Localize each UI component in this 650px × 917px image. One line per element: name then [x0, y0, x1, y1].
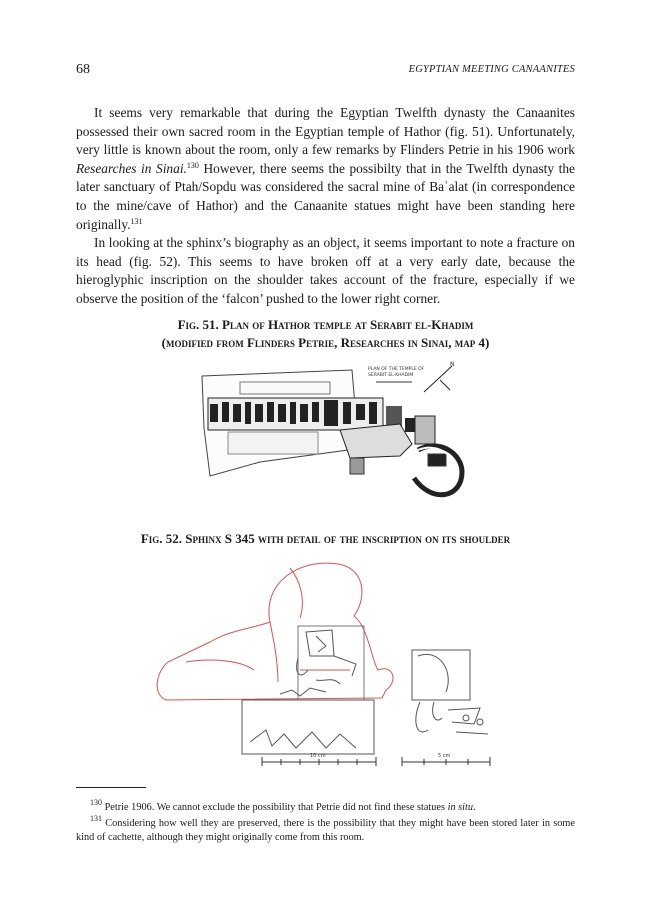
north-arrow-label: N	[450, 361, 455, 368]
book-title-italic: Researches in Sinai.	[76, 160, 187, 176]
body-text	[76, 104, 575, 309]
footnote-130-end: .	[473, 802, 476, 813]
figure-52-caption: Fig. 52. Sphinx S 345 with detail of the inscription on its shoulder	[140, 531, 511, 546]
footnote-131-number: 131	[90, 814, 102, 823]
plan-title-line-2: SERABIT EL-KHADIM	[368, 373, 414, 378]
footnote-130-number: 130	[90, 798, 102, 807]
figure-51-caption	[76, 316, 575, 351]
scale-label-5cm: 5 cm	[438, 753, 451, 759]
inscription-panel	[242, 626, 374, 754]
footnote-130-italic: in situ	[447, 802, 474, 813]
paragraph-1	[76, 104, 575, 234]
paragraph-1-text-b: However, there seems the possibilty that in the Twelfth dynasty the later sanctuary of Ptah/Sopdu was considered the sacral mine of Baʿalat (in correspondence to the mine/cave of Hathor) and the Canaanite statues might have been standing here originally.	[76, 160, 575, 232]
scale-label-10cm: 10 cm	[310, 753, 326, 759]
paragraph-2: In looking at the sphinx’s biography as an object, it seems important to note a fracture on its head (fig. 52). This seems to have broken off at a very early date, because the hieroglyphic inscription on the shoulder takes account of the fracture, especially if we observe the position of the ‘falcon’ pushed to the lower right corner.	[76, 235, 575, 306]
running-title: EGYPTIAN MEETING CANAANITES	[408, 64, 575, 75]
footnote-separator	[76, 787, 146, 788]
plan-title-line-1: PLAN OF THE TEMPLE OF	[368, 367, 425, 372]
footnote-131	[76, 814, 575, 846]
temple-plan-figure	[200, 358, 470, 506]
footnote-ref-131[interactable]: 131	[130, 216, 143, 226]
footnote-130-text: Petrie 1906. We cannot exclude the possibility that Petrie did not find these statues	[104, 802, 448, 813]
inscription-detail	[412, 650, 488, 734]
footnote-131-text: Considering how well they are preserved, there is the possibility that they might have been stored later in some kind of cachette, although they might originally come from this room.	[76, 818, 575, 844]
scale-bars	[262, 757, 490, 766]
footnote-ref-130[interactable]: 130	[186, 160, 199, 170]
sphinx-drawing-figure	[150, 552, 500, 770]
figure-51-caption-line-2: (modified from Flinders Petrie, Researches in Sinai, map 4)	[161, 334, 490, 350]
running-header	[76, 62, 575, 78]
sphinx-outline	[157, 563, 393, 700]
paragraph-1-text-a: It seems very remarkable that during the Egyptian Twelfth dynasty the Canaanites possessed their own sacred room in the Egyptian temple of Hathor (fig. 51). Unfortunately, very little is known about the room, only a few remarks by Flinders Petrie in his 1906 work	[76, 105, 575, 158]
page-number: 68	[76, 62, 90, 77]
footnote-130	[76, 798, 575, 815]
figure-51-caption-line-1: Fig. 51. Plan of Hathor temple at Serabit el-Khadim	[177, 317, 474, 332]
